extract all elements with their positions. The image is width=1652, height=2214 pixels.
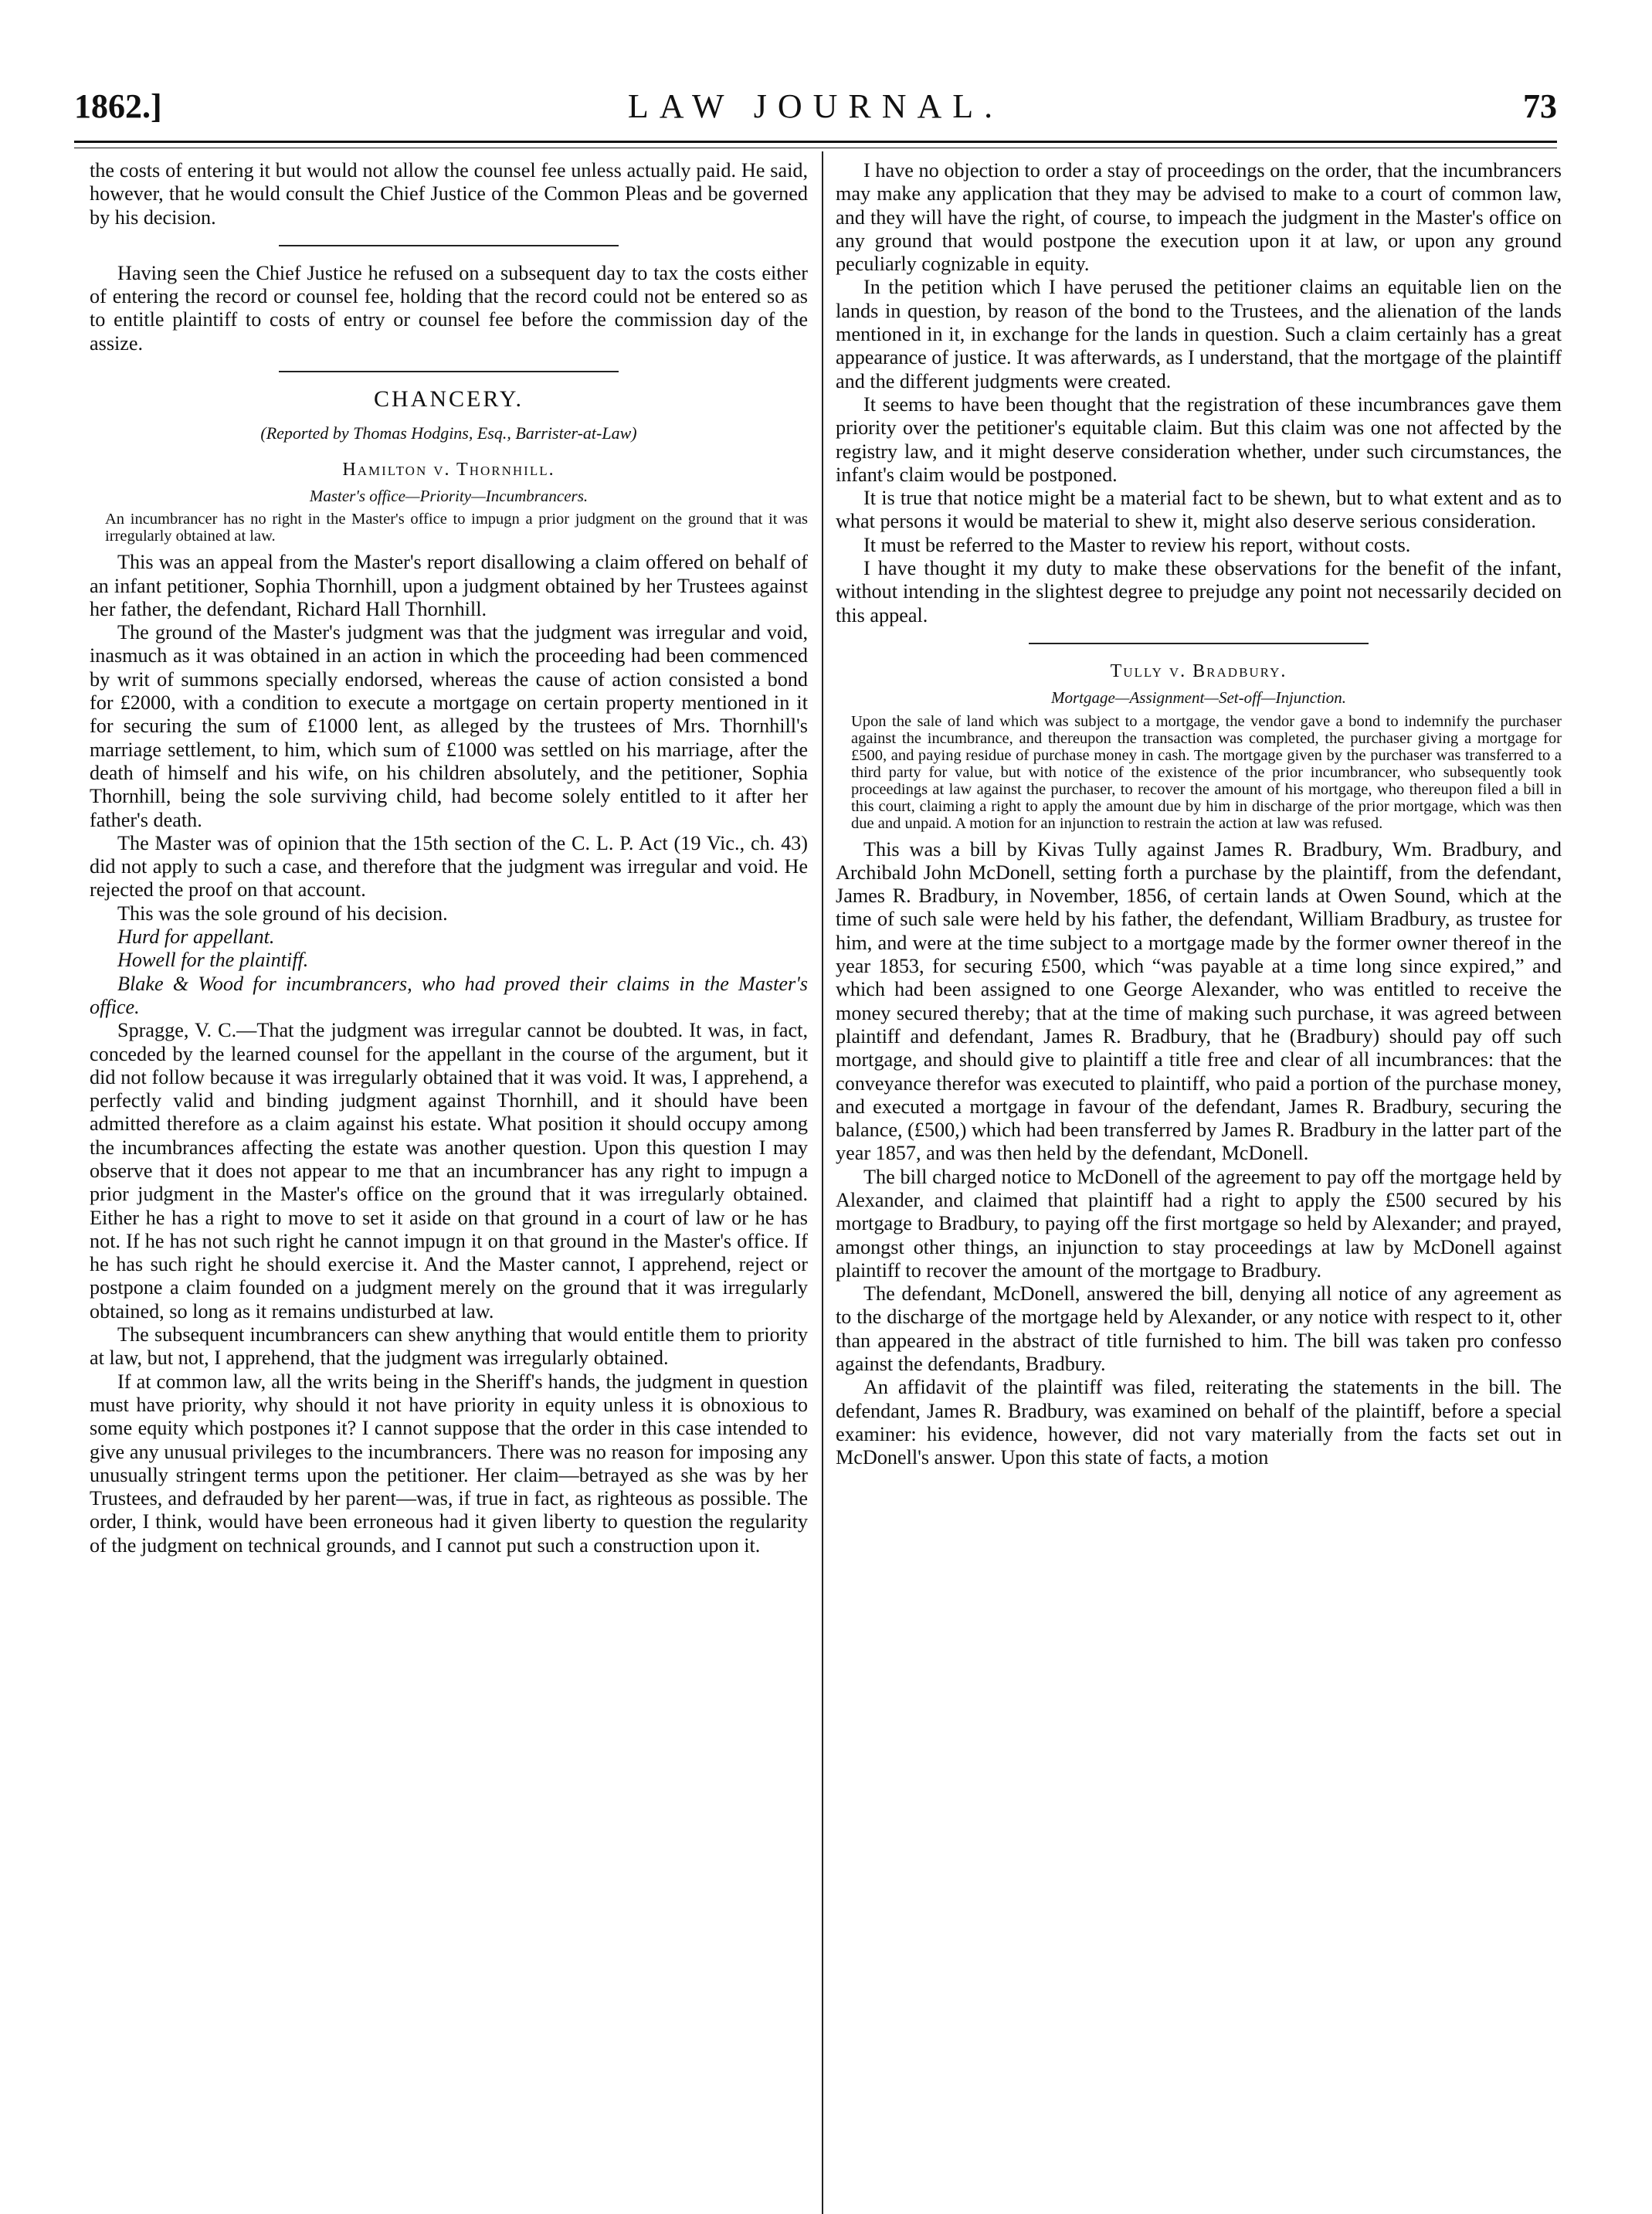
section-divider xyxy=(279,371,619,372)
right-column xyxy=(836,159,1562,1470)
paragraph: The ground of the Master's judgment was that the judgment was irregular and void, inasmuch as it was obtained in an action in which the proceeding had been commenced by writ of summons specially endorsed, whereas the cause of action consisted a bond for £2000, with a condition to execute a mortgage on certain property mentioned in it for securing the sum of £1000 lent, as alleged by the trustees of Mrs. Thornhill's marriage settlement, to him, which sum of £1000 was settled on his marriage, after the death of himself and his wife, on his children absolutely, and the petitioner, Sophia Thornhill, being the sole surviving child, had become solely entitled to it after her father's death. xyxy=(90,621,808,831)
paragraph: In the petition which I have perused the petitioner claims an equitable lien on the lands in question, by reason of the bond to the Trustees, and the alienation of the lands mentioned in it, in exchange for the lands in question. Such a claim certainly has a great appearance of justice. It was afterwards, as I understand, that the mortgage of the plaintiff and the different judgments were created. xyxy=(836,276,1562,392)
paragraph: the costs of entering it but would not allow the counsel fee unless actually paid. He said, however, that he would consult the Chief Justice of the Common Pleas and be governed by his decision. xyxy=(90,159,808,229)
paragraph: It must be referred to the Master to review his report, without costs. xyxy=(863,533,1411,556)
paragraph: The Master was of opinion that the 15th section of the C. L. P. Act (19 Vic., ch. 43) did not apply to such a case, and therefore that the judgment was irregular and void. He rejected the proof on that account. xyxy=(90,831,808,902)
case-title: Tully v. Bradbury. xyxy=(1110,660,1287,681)
paragraph: Having seen the Chief Justice he refused on a subsequent day to tax the costs either of entering the record or counsel fee, holding that the record could not be entered so as to entitle plaintiff to costs of entry or counsel fee before the commission day of the assize. xyxy=(90,261,808,355)
section-heading: CHANCERY. xyxy=(374,386,524,413)
paragraph: It seems to have been thought that the registration of these incumbrances gave them priority over the petitioner's equitable claim. But this claim was one not affected by the registry law, and it might deserve consideration whether, under such circumstances, the infant's claim would be postponed. xyxy=(836,392,1562,486)
column-divider xyxy=(822,151,823,2214)
case-title: Hamilton v. Thornhill. xyxy=(342,459,555,480)
counsel-line: Blake & Wood for incumbrancers, who had proved their claims in the Master's office. xyxy=(90,972,808,1018)
case-subject: Mortgage—Assignment—Set-off—Injunction. xyxy=(1050,688,1347,708)
paragraph: The subsequent incumbrancers can shew anything that would entitle them to priority at law, but not, I apprehend, that the judgment was irregularly obtained. xyxy=(90,1323,808,1370)
case-headnote: An incumbrancer has no right in the Master's office to impugn a prior judgment on the ground that it was irregularly obtained at law. xyxy=(105,511,808,545)
header-title: LAW JOURNAL. xyxy=(627,87,1004,125)
header-year: 1862.] xyxy=(74,87,162,125)
decision-line: This was the sole ground of his decision. xyxy=(117,902,448,925)
case-subject: Master's office—Priority—Incumbrancers. xyxy=(309,486,589,505)
counsel-line: Hurd for appellant. xyxy=(117,925,275,949)
paragraph: I have no objection to order a stay of proceedings on the order, that the incumbrancers may make any application that they may be advised to make to a court of common law, and they will have the right, of course, to impeach the judgment in the Master's office on any ground that would postpone the execution upon it at law, or upon any ground peculiarly cognizable in equity. xyxy=(836,159,1562,276)
page-header xyxy=(74,87,1557,141)
header-double-rule xyxy=(74,141,1557,148)
paragraph: An affidavit of the plaintiff was filed, reiterating the statements in the bill. The defendant, James R. Bradbury, was examined on behalf of the plaintiff, before a special examiner: his evidence, however, did not vary materially from the facts set out in McDonell's answer. Upon this state of facts, a motion xyxy=(836,1376,1562,1469)
header-page-number: 73 xyxy=(1523,87,1557,125)
paragraph: It is true that notice might be a material fact to be shewn, but to what extent and as to what persons it would be material to shew it, might also deserve serious consideration. xyxy=(836,487,1562,533)
paragraph: The defendant, McDonell, answered the bill, denying all notice of any agreement as to the discharge of the mortgage held by Alexander, or any notice with respect to it, other than appeared in the abstract of title furnished to him. The bill was taken pro confesso against the defendants, Bradbury. xyxy=(836,1282,1562,1376)
paragraph: This was an appeal from the Master's report disallowing a claim offered on behalf of an infant petitioner, Sophia Thornhill, upon a judgment obtained by her Trustees against her father, the defendant, Richard Hall Thornhill. xyxy=(90,551,808,620)
paragraph: I have thought it my duty to make these observations for the benefit of the infant, without intending in the slightest degree to prejudge any point not necessarily decided on this appeal. xyxy=(836,557,1562,627)
paragraph: The bill charged notice to McDonell of the agreement to pay off the mortgage held by Alexander, and claimed that plaintiff had a right to apply the £500 secured by his mortgage to Bradbury, to paying off the first mortgage so held by Alexander; and prayed, amongst other things, an injunction to stay proceedings at law by McDonell against plaintiff to recover the amount of the mortgage to Bradbury. xyxy=(836,1165,1562,1282)
counsel-line: Howell for the plaintiff. xyxy=(117,949,309,972)
section-divider xyxy=(279,245,619,246)
section-divider xyxy=(1029,643,1369,644)
paragraph: Spragge, V. C.—That the judgment was irregular cannot be doubted. It was, in fact, conceded by the learned counsel for the appellant in the course of the argument, but it did not follow because it was irregularly obtained that it was void. It was, I apprehend, a perfectly valid and binding judgment against Thornhill, and it should have been admitted therefore as a claim against his estate. What position it should occupy among the incumbrances affecting the estate was another question. Upon this question I may observe that it does not appear to me that an incumbrancer has any right to impugn a prior judgment in the Master's office on the ground that it was irregularly obtained. Either he has a right to move to set it aside on that ground in a court of law or he has not. If he has not such right he cannot impugn it on that ground in the Master's office. If he has such right he should exercise it. And the Master cannot, I apprehend, reject or postpone a claim founded on a judgment merely on the ground that it was irregularly obtained, so long as it remains undisturbed at law. xyxy=(90,1019,808,1323)
case-headnote: Upon the sale of land which was subject to a mortgage, the vendor gave a bond to indemnify the purchaser against the incumbrance, and thereupon the transaction was completed, the purchaser giving a mortgage for £500, and paying residue of purchase money in cash. The mortgage given by the purchaser was transferred to a third party for value, but with notice of the existence of the prior incumbrancer, who subsequently took proceedings at law against the purchaser, to recover the amount of his mortgage, who thereupon filed a bill in this court, claiming a right to apply the amount due by him in discharge of the prior mortgage, which was then due and unpaid. A motion for an injunction to restrain the action at law was refused. xyxy=(851,712,1562,832)
paragraph: This was a bill by Kivas Tully against James R. Bradbury, Wm. Bradbury, and Archibald John McDonell, setting forth a purchase by the plaintiff, from the defendant, James R. Bradbury, in November, 1856, of certain lands at Owen Sound, which at the time of such sale were held by his father, the defendant, William Bradbury, as trustee for him, and were at the time subject to a mortgage made by the former owner thereof in the year 1853, for securing £500, which “was payable at a time long since expired,” and which had been assigned to one George Alexander, who was entitled to receive the money secured thereby; that at the time of making such purchase, it was agreed between plaintiff and defendant, James R. Bradbury, that he (Bradbury) should pay off such mortgage, and should give to plaintiff a title free and clear of all incumbrances: that the conveyance therefor was executed to plaintiff, who paid a portion of the purchase money, and executed a mortgage in favour of the defendant, James R. Bradbury, securing the balance, (£500,) which had been transferred by James R. Bradbury in the latter part of the year 1857, and was then held by the defendant, McDonell. xyxy=(836,837,1562,1165)
left-column xyxy=(90,159,808,1557)
paragraph: If at common law, all the writs being in the Sheriff's hands, the judgment in question must have priority, why should it not have priority in equity unless it is obnoxious to some equity which postpones it? I cannot suppose that the order in this case intended to give any unusual privileges to the incumbrancers. There was no reason for imposing any unusually stringent terms upon the petitioner. Her claim—betrayed as she was by her Trustees, and defrauded by her parent—was, if true in fact, as righteous as possible. The order, I think, would have been erroneous had it given liberty to question the regularity of the judgment on technical grounds, and I cannot put such a construction upon it. xyxy=(90,1370,808,1557)
reporter-line: (Reported by Thomas Hodgins, Esq., Barrister-at-Law) xyxy=(260,423,637,443)
